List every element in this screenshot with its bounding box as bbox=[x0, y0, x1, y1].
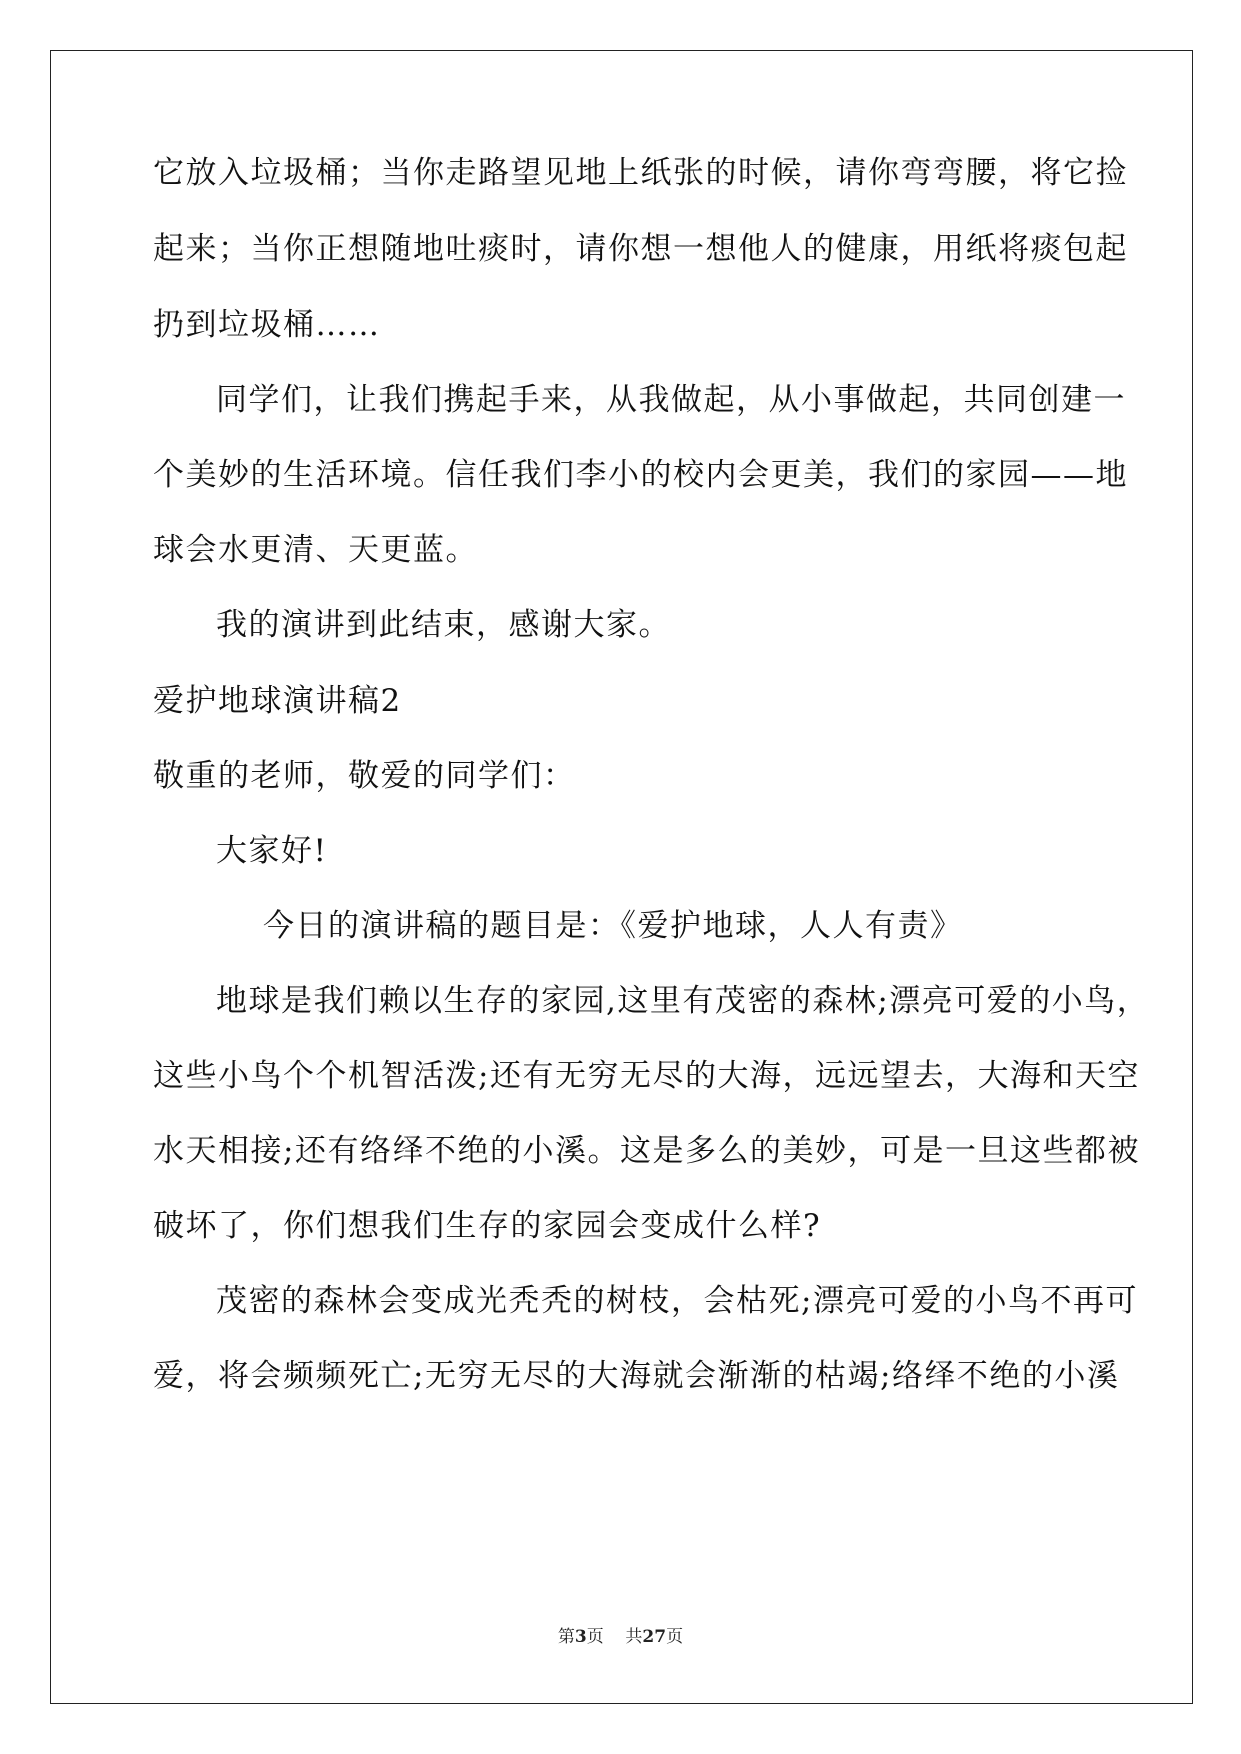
text-line: 爱，将会频频死亡;无穷无尽的大海就会渐渐的枯竭;络绎不绝的小溪 bbox=[153, 1358, 1120, 1394]
page-border bbox=[50, 50, 1193, 1704]
text-line: 同学们，让我们携起手来，从我做起，从小事做起，共同创建一 bbox=[216, 382, 1126, 418]
page-footer bbox=[0, 1626, 1241, 1648]
text-line: 地球是我们赖以生存的家园,这里有茂密的森林;漂亮可爱的小鸟， bbox=[216, 983, 1150, 1019]
text-line: 起来；当你正想随地吐痰时，请你想一想他人的健康，用纸将痰包起 bbox=[153, 231, 1128, 267]
text-line: 水天相接;还有络绎不绝的小溪。这是多么的美妙，可是一旦这些都被 bbox=[153, 1133, 1140, 1169]
footer-total-suffix: 页 bbox=[666, 1627, 684, 1647]
salutation: 敬重的老师，敬爱的同学们： bbox=[153, 758, 576, 794]
text-line: 它放入垃圾桶；当你走路望见地上纸张的时候，请你弯弯腰，将它捡 bbox=[153, 155, 1128, 191]
footer-page-suffix: 页 bbox=[586, 1627, 604, 1647]
text-line: 这些小鸟个个机智活泼;还有无穷无尽的大海，远远望去，大海和天空 bbox=[153, 1058, 1140, 1094]
greeting: 大家好! bbox=[216, 833, 328, 869]
page-number: 3 bbox=[574, 1627, 587, 1647]
footer-prefix: 第 bbox=[557, 1627, 575, 1647]
text-line: 破坏了，你们想我们生存的家园会变成什么样? bbox=[153, 1208, 822, 1244]
text-line: 个美妙的生活环境。信任我们李小的校内会更美，我们的家园——地 bbox=[153, 457, 1128, 493]
text-line: 茂密的森林会变成光秃秃的树枝，会枯死;漂亮可爱的小鸟不再可 bbox=[216, 1283, 1138, 1319]
total-pages: 27 bbox=[642, 1627, 667, 1647]
text-line: 球会水更清、天更蓝。 bbox=[153, 532, 478, 568]
text-line: 我的演讲到此结束，感谢大家。 bbox=[216, 607, 671, 643]
section-heading: 爱护地球演讲稿2 bbox=[153, 683, 402, 719]
footer-total-prefix: 共 bbox=[625, 1627, 643, 1647]
speech-topic: 今日的演讲稿的题目是：《爱护地球，人人有责》 bbox=[263, 908, 963, 944]
text-line: 扔到垃圾桶…… bbox=[153, 307, 381, 343]
